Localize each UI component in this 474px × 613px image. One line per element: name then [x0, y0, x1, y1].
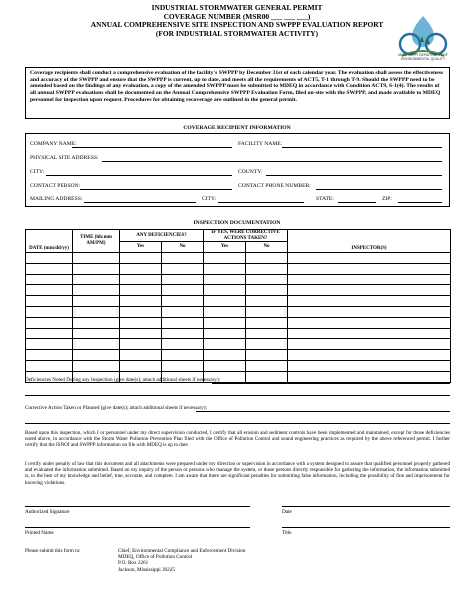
- table-cell[interactable]: [120, 263, 162, 274]
- table-cell[interactable]: [204, 328, 246, 339]
- county-label: COUNTY:: [238, 169, 263, 175]
- table-cell[interactable]: [162, 360, 204, 371]
- table-cell[interactable]: [288, 328, 451, 339]
- table-cell[interactable]: [246, 371, 288, 382]
- certification-statement: Based upon this inspection, which I or personnel under my direct supervision conducted, I certify that all erosion and sediment controls have been implemented and maintained, except for those deficiencies noted above, in accordance with the Storm Water Pollution Prevention Plan filed with the Office of Pollution Control and sound engineering practices as required by the above referenced permit. I further certify that the ISNOI and SWPPP information on file with MDEQ is up to date.: [25, 430, 450, 449]
- header-coverage-number: COVERAGE NUMBER (MSR00 ___ ___ ___): [163, 11, 311, 21]
- table-cell[interactable]: [120, 360, 162, 371]
- table-cell[interactable]: [120, 296, 162, 307]
- table-cell[interactable]: [246, 360, 288, 371]
- table-cell[interactable]: [204, 252, 246, 263]
- table-cell[interactable]: [26, 285, 73, 296]
- table-cell[interactable]: [73, 317, 120, 328]
- mailing-city-label: CITY:: [202, 196, 217, 202]
- table-cell[interactable]: [162, 317, 204, 328]
- city-field[interactable]: [46, 175, 232, 176]
- corr-no-header: No: [246, 242, 288, 253]
- table-cell[interactable]: [204, 285, 246, 296]
- corrective-field[interactable]: [196, 411, 450, 412]
- table-cell[interactable]: [204, 339, 246, 350]
- corrective-label: Corrective Action Taken or Planned (give date(s); attach additional sheets if necessary):: [25, 405, 208, 411]
- table-cell[interactable]: [26, 350, 73, 361]
- printed-name-label: Printed Name: [25, 530, 54, 536]
- table-cell[interactable]: [162, 339, 204, 350]
- col-corrective-header: IF YES, WERE CORRECTIVE ACTIONS TAKEN?: [204, 230, 288, 242]
- table-cell[interactable]: [120, 285, 162, 296]
- table-cell[interactable]: [204, 306, 246, 317]
- deficiencies-field-2[interactable]: [25, 395, 450, 396]
- def-yes-header: Yes: [120, 242, 162, 253]
- table-cell[interactable]: [288, 274, 451, 285]
- table-cell[interactable]: [246, 252, 288, 263]
- facility-name-label: FACILITY NAME:: [238, 141, 283, 147]
- table-cell[interactable]: [162, 252, 204, 263]
- zip-field[interactable]: [398, 202, 442, 203]
- table-cell[interactable]: [288, 306, 451, 317]
- date-label: Date: [282, 509, 292, 515]
- table-cell[interactable]: [204, 296, 246, 307]
- table-cell[interactable]: [246, 328, 288, 339]
- county-field[interactable]: [266, 175, 442, 176]
- table-row: [26, 306, 451, 317]
- table-cell[interactable]: [120, 328, 162, 339]
- header-title: INDUSTRIAL STORMWATER GENERAL PERMIT: [151, 3, 323, 12]
- table-cell[interactable]: [73, 274, 120, 285]
- table-cell[interactable]: [120, 252, 162, 263]
- table-cell[interactable]: [120, 339, 162, 350]
- table-cell[interactable]: [26, 306, 73, 317]
- table-cell[interactable]: [162, 328, 204, 339]
- table-cell[interactable]: [246, 350, 288, 361]
- table-cell[interactable]: [204, 263, 246, 274]
- table-cell[interactable]: [162, 285, 204, 296]
- printed-name-field[interactable]: [25, 527, 250, 528]
- table-cell[interactable]: [120, 350, 162, 361]
- address-line: Chief, Environmental Compliance and Enforcement Division: [118, 548, 246, 554]
- title-label: Title: [282, 530, 292, 536]
- address-line: P.O. Box 2261: [118, 560, 149, 567]
- col-time-header: TIME (hh:mm AM/PM): [73, 230, 120, 253]
- submit-label: Please submit this form to:: [25, 548, 81, 554]
- mailing-address-field[interactable]: [84, 202, 196, 203]
- intro-instructions: Coverage recipients shall conduct a comprehensive evaluation of the facility's SWPPP by December 31st of each calendar year. The evaluation shall assess the effectiveness and accuracy of the SWPPP and ensure that the SWPPP is current, up to date, and meets all the requirements of ACT5, T-1 through T-9. Should the SWPPP need to be amended based on the findings of any evaluation, a copy of the amended SWPPP must be submitted to MDEQ in accordance with Condition ACT9, S-1(4). The results of all annual SWPPP evaluations shall be documented on the Annual Comprehensive SWPPP Evaluation Form, filed on-site with the SWPPP, and made available to MDEQ personnel for inspection upon request. Procedures for obtaining recoverage are outlined in the general permit.: [25, 67, 450, 119]
- table-cell[interactable]: [162, 306, 204, 317]
- table-row: [26, 285, 451, 296]
- table-cell[interactable]: [73, 306, 120, 317]
- table-row: [26, 263, 451, 274]
- site-address-label: PHYSICAL SITE ADDRESS:: [30, 155, 99, 161]
- address-line: Jackson, Mississippi 39225: [118, 566, 175, 573]
- coverage-info-box: [25, 133, 450, 207]
- table-cell[interactable]: [246, 263, 288, 274]
- table-cell[interactable]: [73, 263, 120, 274]
- facility-name-field[interactable]: [282, 147, 442, 148]
- zip-label: ZIP:: [382, 196, 392, 202]
- table-cell[interactable]: [246, 306, 288, 317]
- state-label: STATE:: [316, 196, 334, 202]
- table-row: [26, 339, 451, 350]
- table-cell[interactable]: [26, 274, 73, 285]
- company-name-label: COMPANY NAME:: [30, 141, 77, 147]
- table-cell[interactable]: [26, 252, 73, 263]
- penalty-statement: I certify under penalty of law that this document and all attachments were prepared under my direction or supervision in accordance with a system designed to assure that qualified personnel properly gathered and evaluated the information submitted. Based on my inquiry of the person or persons who manage the system, or those persons directly responsible for gathering the information, the information submitted is, to the best of my knowledge and belief, true, accurate, and complete. I am aware that there are significant penalties for submitting false information, including the possibility of fine and imprisonment for knowing violations.: [25, 461, 450, 486]
- table-cell[interactable]: [73, 296, 120, 307]
- mailing-city-field[interactable]: [218, 202, 304, 203]
- deficiencies-label: Deficiencies Noted During any Inspection (give date(s); attach additional sheets if necessary):: [25, 377, 221, 383]
- table-cell[interactable]: [246, 339, 288, 350]
- table-cell[interactable]: [73, 285, 120, 296]
- contact-phone-field[interactable]: [316, 189, 442, 190]
- inspection-section-title: INSPECTION DOCUMENTATION: [193, 220, 281, 226]
- contact-person-field[interactable]: [80, 189, 232, 190]
- table-cell[interactable]: [246, 285, 288, 296]
- table-row: [26, 317, 451, 328]
- table-cell[interactable]: [162, 263, 204, 274]
- table-cell[interactable]: [162, 274, 204, 285]
- submit-address: [118, 548, 245, 573]
- table-row: [26, 360, 451, 371]
- authorized-signature-field[interactable]: [25, 506, 250, 507]
- table-row: [26, 350, 451, 361]
- table-cell[interactable]: [73, 328, 120, 339]
- table-cell[interactable]: [246, 274, 288, 285]
- state-field[interactable]: [338, 202, 376, 203]
- header-subtitle: (FOR INDUSTRIAL STORMWATER ACTIVITY): [155, 28, 319, 38]
- address-line: MDEQ, Office of Pollution Control: [118, 554, 193, 561]
- col-date-header: DATE (mm/dd/yy): [26, 230, 73, 253]
- site-address-field[interactable]: [102, 161, 442, 162]
- title-field[interactable]: [282, 527, 450, 528]
- contact-person-label: CONTACT PERSON:: [30, 183, 81, 189]
- table-cell[interactable]: [162, 296, 204, 307]
- col-deficiencies-header: ANY DEFICIENCIES?: [120, 230, 204, 242]
- col-inspector-header: INSPECTOR(S): [288, 230, 451, 253]
- company-name-field[interactable]: [72, 147, 232, 148]
- table-row: [26, 296, 451, 307]
- inspection-table: [25, 229, 451, 383]
- table-cell[interactable]: [120, 317, 162, 328]
- corrective-field-2[interactable]: [25, 423, 450, 424]
- deficiencies-field[interactable]: [212, 383, 450, 384]
- table-cell[interactable]: [288, 360, 451, 371]
- table-cell[interactable]: [73, 339, 120, 350]
- table-row: [26, 328, 451, 339]
- table-cell[interactable]: [204, 317, 246, 328]
- table-cell[interactable]: [73, 252, 120, 263]
- table-cell[interactable]: [162, 350, 204, 361]
- table-row: [26, 274, 451, 285]
- table-row: [26, 252, 451, 263]
- header-report-title: ANNUAL COMPREHENSIVE SITE INSPECTION AND SWPPP EVALUATION REPORT: [90, 20, 384, 30]
- corr-yes-header: Yes: [204, 242, 246, 253]
- authorized-signature-label: Authorized Signature: [25, 509, 70, 515]
- table-cell[interactable]: [204, 350, 246, 361]
- table-cell[interactable]: [26, 296, 73, 307]
- table-cell[interactable]: [26, 339, 73, 350]
- city-label: CITY:: [30, 169, 45, 175]
- table-cell[interactable]: [204, 360, 246, 371]
- table-cell[interactable]: [73, 350, 120, 361]
- table-cell[interactable]: [246, 317, 288, 328]
- table-cell[interactable]: [204, 274, 246, 285]
- logo-text: MISSISSIPPI DEPARTMENT OF ENVIRONMENTAL QUALITY: [398, 53, 448, 61]
- table-cell[interactable]: [288, 285, 451, 296]
- table-cell[interactable]: [120, 306, 162, 317]
- signature-date-field[interactable]: [282, 506, 450, 507]
- coverage-section-title: COVERAGE RECIPIENT INFORMATION: [183, 125, 291, 131]
- table-cell[interactable]: [288, 317, 451, 328]
- table-cell[interactable]: [288, 371, 451, 382]
- table-cell[interactable]: [26, 263, 73, 274]
- table-cell[interactable]: [120, 274, 162, 285]
- table-cell[interactable]: [288, 339, 451, 350]
- table-cell[interactable]: [288, 350, 451, 361]
- table-cell[interactable]: [288, 252, 451, 263]
- table-cell[interactable]: [288, 296, 451, 307]
- contact-phone-label: CONTACT PHONE NUMBER:: [238, 183, 311, 189]
- table-cell[interactable]: [26, 328, 73, 339]
- table-cell[interactable]: [26, 360, 73, 371]
- table-cell[interactable]: [73, 360, 120, 371]
- table-cell[interactable]: [26, 317, 73, 328]
- mailing-address-label: MAILING ADDRESS:: [30, 196, 83, 202]
- def-no-header: No: [162, 242, 204, 253]
- table-cell[interactable]: [288, 263, 451, 274]
- table-cell[interactable]: [246, 296, 288, 307]
